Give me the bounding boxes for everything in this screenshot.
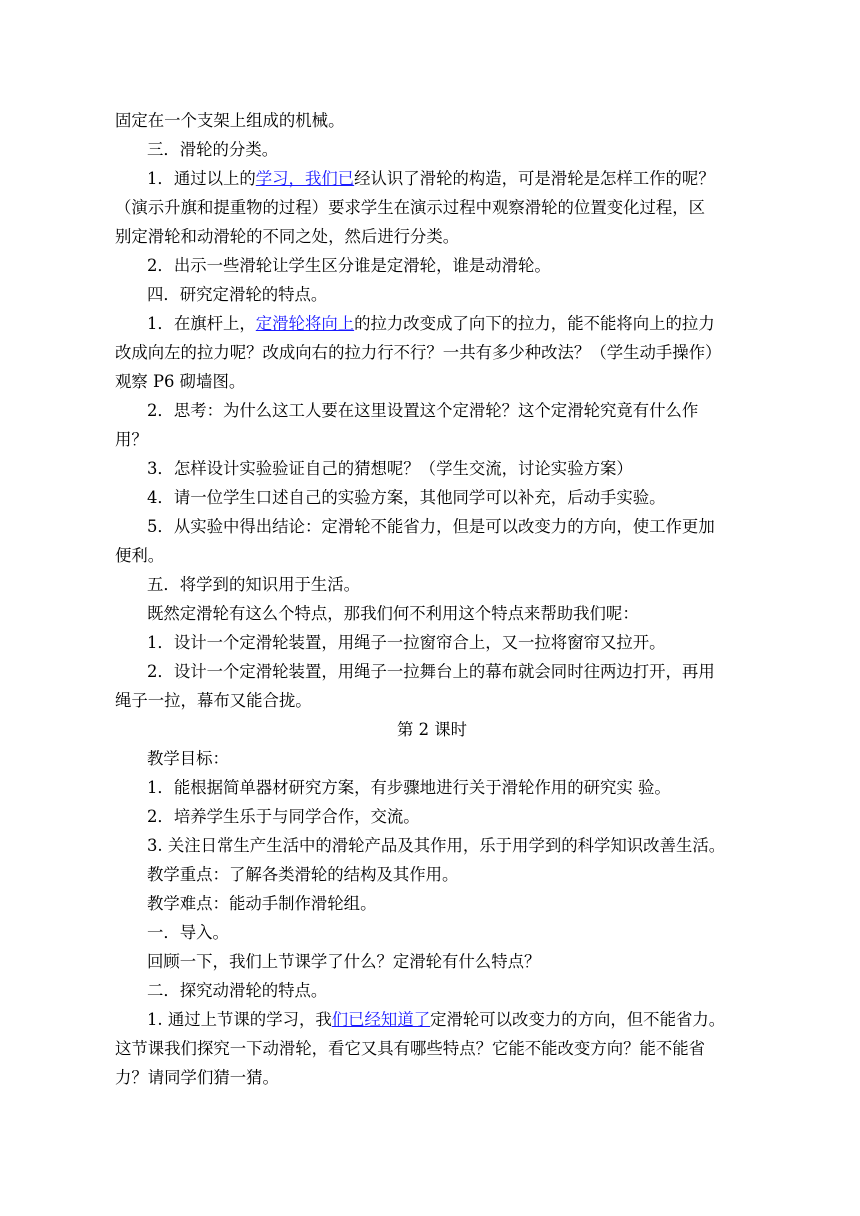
text-span: 1. 通过上节课的学习，我 [147,1010,332,1029]
paragraph-line [115,1005,749,1034]
paragraph-line: 4．请一位学生口述自己的实验方案，其他同学可以补充，后动手实验。 [147,488,666,507]
paragraph-line: 3．怎样设计实验验证自己的猜想呢？（学生交流，讨论实验方案） [147,459,633,478]
paragraph-line: 固定在一个支架上组成的机械。 [115,111,345,130]
paragraph-line [115,164,749,193]
text-span: 定滑轮可以改变力的方向，但不能省力。 [430,1010,726,1029]
section-heading: 一．导入。 [147,923,229,942]
paragraph-line: 绳子一拉，幕布又能合拢。 [115,691,312,710]
paragraph-line: 改成向左的拉力呢？改成向右的拉力行不行？一共有多少种改法？（学生动手操作） [115,343,722,362]
paragraph-line: 2．出示一些滑轮让学生区分谁是定滑轮，谁是动滑轮。 [147,256,551,275]
text-span: 经认识了滑轮的构造，可是滑轮是怎样工作的呢？ [354,169,715,188]
hyperlink[interactable]: 定滑轮将向上 [255,314,355,333]
document-page [115,106,749,1092]
paragraph-line: 观察 P6 砌墙图。 [115,372,246,391]
paragraph-line: 回顾一下，我们上节课学了什么？定滑轮有什么特点？ [147,952,541,971]
lesson-title: 第 2 课时 [396,720,468,739]
hyperlink[interactable]: 们已经知道了 [331,1010,431,1029]
paragraph-line [115,309,749,338]
text-span: 1．通过以上的 [147,169,256,188]
section-heading: 四．研究定滑轮的特点。 [147,285,328,304]
hyperlink[interactable]: 学习，我们已 [255,169,355,188]
paragraph-line: 教学重点：了解各类滑轮的结构及其作用。 [147,865,459,884]
paragraph-line: 这节课我们探究一下动滑轮，看它又具有哪些特点？它能不能改变方向？能不能省 [115,1039,706,1058]
paragraph-line: 1．设计一个定滑轮装置，用绳子一拉窗帘合上，又一拉将窗帘又拉开。 [147,633,666,652]
text-span: 的拉力改变成了向下的拉力，能不能将向上的拉力 [354,314,715,333]
paragraph-line: 教学难点：能动手制作滑轮组。 [147,894,377,913]
paragraph-line: 用？ [115,430,148,449]
paragraph-line: 别定滑轮和动滑轮的不同之处，然后进行分类。 [115,227,460,246]
section-heading: 二．探究动滑轮的特点。 [147,981,328,1000]
section-heading: 三．滑轮的分类。 [147,140,279,159]
paragraph-line: 力？请同学们猜一猜。 [115,1068,279,1087]
paragraph-line: 1．能根据简单器材研究方案，有步骤地进行关于滑轮作用的研究实 验。 [147,778,671,797]
paragraph-line: （演示升旗和提重物的过程）要求学生在演示过程中观察滑轮的位置变化过程，区 [115,198,706,217]
paragraph-line: 3. 关注日常生产生活中的滑轮产品及其作用，乐于用学到的科学知识改善生活。 [147,836,726,855]
paragraph-line: 便利。 [115,546,165,565]
paragraph-line: 5．从实验中得出结论：定滑轮不能省力，但是可以改变力的方向，使工作更加 [147,517,715,536]
paragraph-line: 2．思考：为什么这工人要在这里设置这个定滑轮？这个定滑轮究竟有什么作 [147,401,699,420]
paragraph-line: 2．培养学生乐于与同学合作，交流。 [147,807,420,826]
text-span: 1．在旗杆上， [147,314,256,333]
paragraph-line: 2．设计一个定滑轮装置，用绳子一拉舞台上的幕布就会同时往两边打开，再用 [147,662,715,681]
section-heading: 五．将学到的知识用于生活。 [147,575,361,594]
paragraph-line: 教学目标： [147,749,229,768]
paragraph-line: 既然定滑轮有这么个特点，那我们何不利用这个特点来帮助我们呢： [147,604,639,623]
